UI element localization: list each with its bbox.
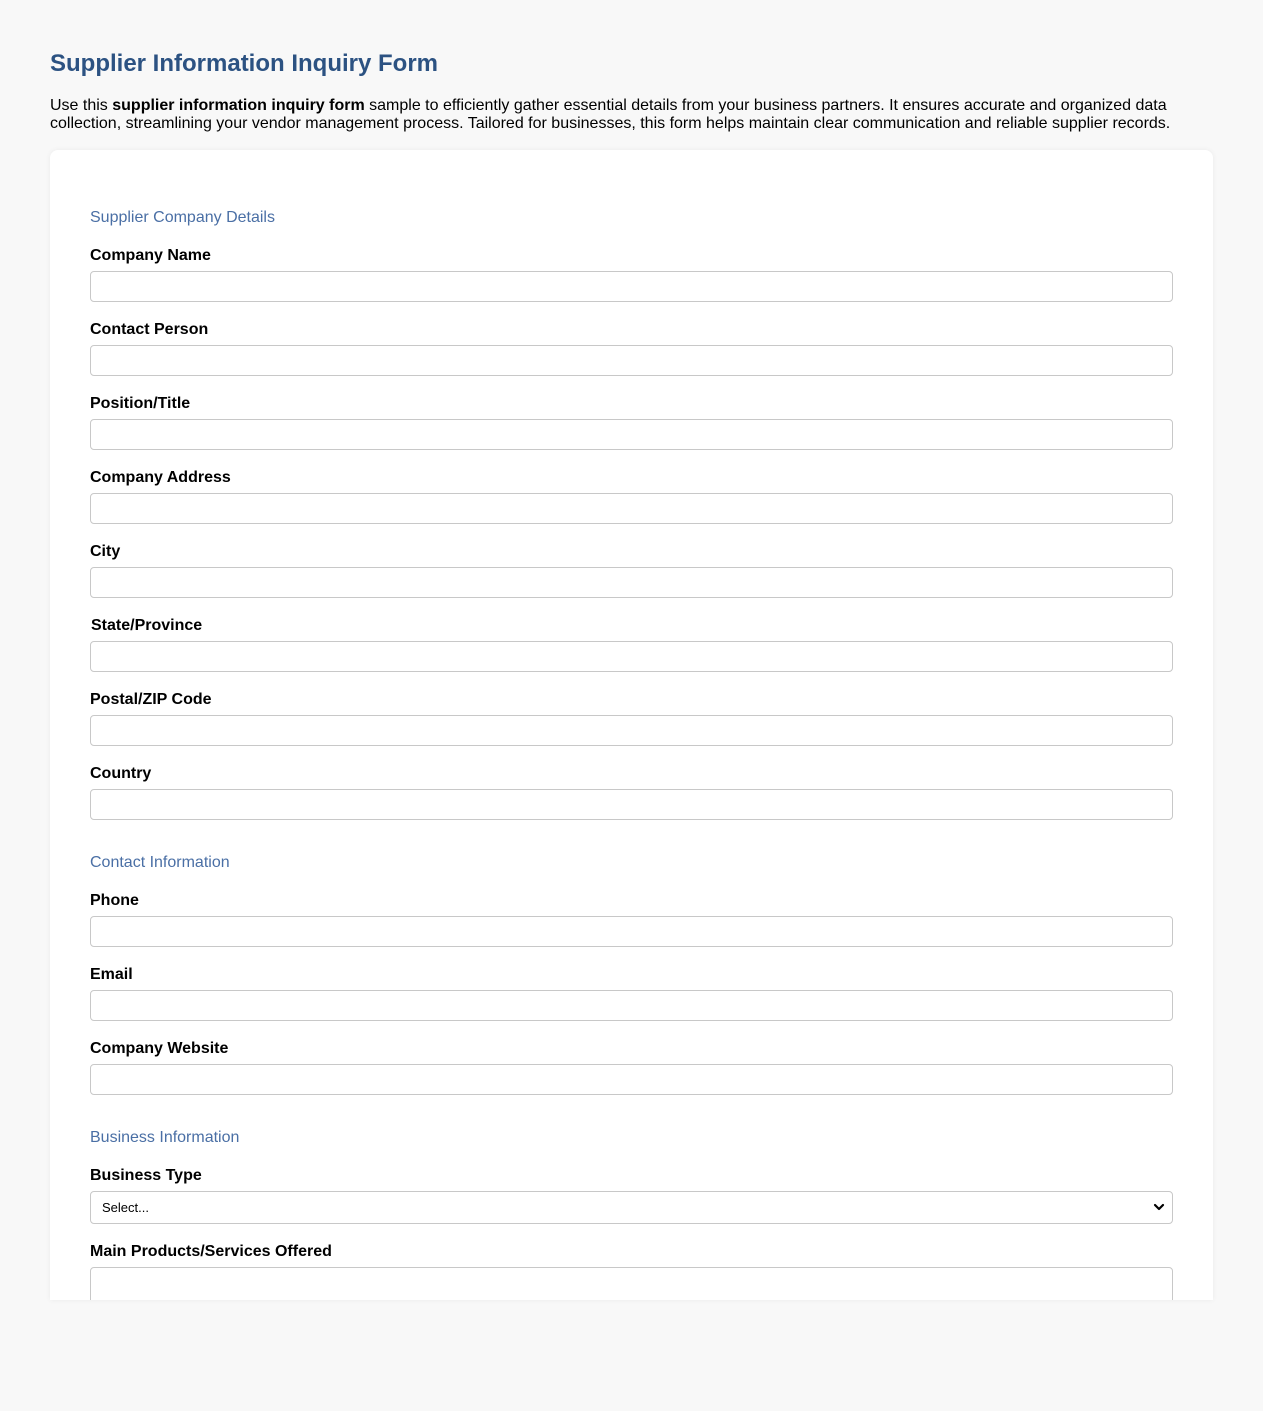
company-website-input[interactable] <box>90 1064 1173 1095</box>
main-products-services-label: Main Products/Services Offered <box>90 1243 332 1260</box>
phone-label: Phone <box>90 892 139 909</box>
main-products-services-textarea[interactable] <box>90 1267 1173 1300</box>
section-title-business-information: Business Information <box>90 1129 240 1146</box>
contact-person-input[interactable] <box>90 345 1173 376</box>
business-type-select-wrap <box>90 1191 1173 1224</box>
intro-bold: supplier information inquiry form <box>112 97 365 114</box>
postal-zip-input[interactable] <box>90 715 1173 746</box>
position-title-label: Position/Title <box>90 395 191 412</box>
section-title-contact-information: Contact Information <box>90 854 230 871</box>
company-address-input[interactable] <box>90 493 1173 524</box>
company-name-label: Company Name <box>90 247 211 264</box>
field-email <box>90 965 1173 1021</box>
field-phone <box>90 891 1173 947</box>
position-title-input[interactable] <box>90 419 1173 450</box>
field-state-province <box>90 616 1173 672</box>
email-label: Email <box>90 966 133 983</box>
postal-zip-label: Postal/ZIP Code <box>90 691 212 708</box>
city-label: City <box>90 543 121 560</box>
field-company-website <box>90 1039 1173 1095</box>
country-input[interactable] <box>90 789 1173 820</box>
company-address-label: Company Address <box>90 469 231 486</box>
field-company-name <box>90 246 1173 302</box>
business-type-select[interactable] <box>90 1191 1173 1224</box>
field-postal-zip <box>90 690 1173 746</box>
company-website-label: Company Website <box>90 1040 229 1057</box>
phone-input[interactable] <box>90 916 1173 947</box>
section-title-supplier-company-details: Supplier Company Details <box>90 209 275 226</box>
field-business-type <box>90 1166 1173 1224</box>
state-province-label: State/Province <box>91 617 203 634</box>
email-input[interactable] <box>90 990 1173 1021</box>
city-input[interactable] <box>90 567 1173 598</box>
company-name-input[interactable] <box>90 271 1173 302</box>
field-city <box>90 542 1173 598</box>
field-company-address <box>90 468 1173 524</box>
intro-text <box>50 97 1213 133</box>
state-province-input[interactable] <box>90 641 1173 672</box>
field-country <box>90 764 1173 820</box>
field-contact-person <box>90 320 1173 376</box>
page-title: Supplier Information Inquiry Form <box>50 50 439 77</box>
contact-person-label: Contact Person <box>90 321 209 338</box>
form-card <box>50 150 1213 1300</box>
field-position-title <box>90 394 1173 450</box>
intro-prefix: Use this <box>50 97 113 114</box>
country-label: Country <box>90 765 152 782</box>
field-main-products-services <box>90 1242 1173 1300</box>
business-type-label: Business Type <box>90 1167 202 1184</box>
intro-suffix: sample to efficiently gather essential details from your business partners. It ensures accurate and organized data collection, streamlining your vendor management process. Tailored for businesses, this form helps maintain clear communication and reliable supplier records. <box>50 97 1171 132</box>
